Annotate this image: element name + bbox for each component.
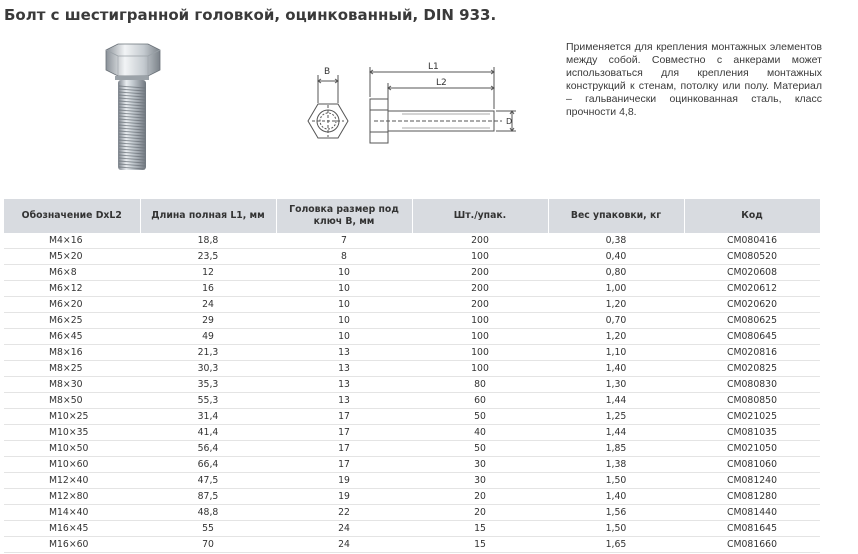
pack-weight-cell: 0,70 xyxy=(548,313,684,329)
code-cell: CM020608 xyxy=(684,265,820,281)
column-header-pack-weight: Вес упаковки, кг xyxy=(548,199,684,233)
head-size-cell: 17 xyxy=(276,409,412,425)
designation-cell: М8×30 xyxy=(4,377,140,393)
table-row xyxy=(4,345,820,361)
pcs-per-pack-cell: 15 xyxy=(412,537,548,553)
code-cell: CM020612 xyxy=(684,281,820,297)
pack-weight-cell: 1,40 xyxy=(548,361,684,377)
pack-weight-cell: 0,80 xyxy=(548,265,684,281)
pack-weight-cell: 1,20 xyxy=(548,329,684,345)
drawing-label-l1: L1 xyxy=(428,62,439,72)
table-row xyxy=(4,265,820,281)
total-length-cell: 24 xyxy=(140,297,276,313)
code-cell: CM080520 xyxy=(684,249,820,265)
head-size-cell: 17 xyxy=(276,425,412,441)
bolt-photo xyxy=(98,40,164,174)
drawing-label-b: B xyxy=(324,67,331,77)
total-length-cell: 35,3 xyxy=(140,377,276,393)
pack-weight-cell: 1,85 xyxy=(548,441,684,457)
head-size-cell: 8 xyxy=(276,249,412,265)
code-cell: CM020816 xyxy=(684,345,820,361)
table-row xyxy=(4,457,820,473)
head-size-cell: 17 xyxy=(276,441,412,457)
designation-cell: М6×12 xyxy=(4,281,140,297)
pack-weight-cell: 1,10 xyxy=(548,345,684,361)
total-length-cell: 49 xyxy=(140,329,276,345)
designation-cell: М10×25 xyxy=(4,409,140,425)
code-cell: CM080416 xyxy=(684,233,820,249)
head-size-cell: 10 xyxy=(276,265,412,281)
total-length-cell: 55 xyxy=(140,521,276,537)
code-cell: CM020825 xyxy=(684,361,820,377)
head-size-cell: 10 xyxy=(276,297,412,313)
table-row xyxy=(4,521,820,537)
code-cell: CM081660 xyxy=(684,537,820,553)
pcs-per-pack-cell: 50 xyxy=(412,441,548,457)
table-row xyxy=(4,425,820,441)
total-length-cell: 31,4 xyxy=(140,409,276,425)
designation-cell: М5×20 xyxy=(4,249,140,265)
pcs-per-pack-cell: 30 xyxy=(412,473,548,489)
table-row xyxy=(4,377,820,393)
total-length-cell: 30,3 xyxy=(140,361,276,377)
pack-weight-cell: 1,25 xyxy=(548,409,684,425)
designation-cell: М16×45 xyxy=(4,521,140,537)
code-cell: CM080830 xyxy=(684,377,820,393)
product-description: Применяется для крепления монтажных элементов между собой. Совместно с анкерами может использоваться для крепления монтажных конструкций к стенам, потолку или полу. Материал – гальванически оцинкованная сталь, класс прочности 4,8. xyxy=(566,41,822,118)
table-row xyxy=(4,409,820,425)
table-header-row xyxy=(4,199,820,233)
table-row xyxy=(4,249,820,265)
head-size-cell: 13 xyxy=(276,393,412,409)
pcs-per-pack-cell: 100 xyxy=(412,313,548,329)
code-cell: CM081035 xyxy=(684,425,820,441)
table-row xyxy=(4,537,820,553)
column-header-designation: Обозначение DxL2 xyxy=(4,199,140,233)
pack-weight-cell: 1,50 xyxy=(548,521,684,537)
head-size-cell: 10 xyxy=(276,281,412,297)
table-row xyxy=(4,329,820,345)
pack-weight-cell: 1,56 xyxy=(548,505,684,521)
drawing-label-d: D xyxy=(506,117,513,126)
total-length-cell: 41,4 xyxy=(140,425,276,441)
total-length-cell: 87,5 xyxy=(140,489,276,505)
column-header-code: Код xyxy=(684,199,820,233)
pcs-per-pack-cell: 40 xyxy=(412,425,548,441)
code-cell: CM080625 xyxy=(684,313,820,329)
designation-cell: М10×50 xyxy=(4,441,140,457)
column-header-total-length: Длина полная L1, мм xyxy=(140,199,276,233)
designation-cell: М14×40 xyxy=(4,505,140,521)
table-row xyxy=(4,505,820,521)
total-length-cell: 18,8 xyxy=(140,233,276,249)
designation-cell: М8×50 xyxy=(4,393,140,409)
head-size-cell: 19 xyxy=(276,473,412,489)
column-header-head-size: Головка размер под ключ В, мм xyxy=(276,199,412,233)
total-length-cell: 12 xyxy=(140,265,276,281)
pcs-per-pack-cell: 200 xyxy=(412,281,548,297)
code-cell: CM021050 xyxy=(684,441,820,457)
pack-weight-cell: 1,44 xyxy=(548,425,684,441)
code-cell: CM081645 xyxy=(684,521,820,537)
table-row xyxy=(4,441,820,457)
designation-cell: М8×16 xyxy=(4,345,140,361)
code-cell: CM081060 xyxy=(684,457,820,473)
pcs-per-pack-cell: 60 xyxy=(412,393,548,409)
pcs-per-pack-cell: 100 xyxy=(412,249,548,265)
code-cell: CM021025 xyxy=(684,409,820,425)
total-length-cell: 21,3 xyxy=(140,345,276,361)
code-cell: CM081440 xyxy=(684,505,820,521)
specs-table xyxy=(4,199,821,553)
total-length-cell: 16 xyxy=(140,281,276,297)
table-row xyxy=(4,473,820,489)
pack-weight-cell: 0,38 xyxy=(548,233,684,249)
pcs-per-pack-cell: 80 xyxy=(412,377,548,393)
pcs-per-pack-cell: 100 xyxy=(412,329,548,345)
pcs-per-pack-cell: 200 xyxy=(412,233,548,249)
code-cell: CM081240 xyxy=(684,473,820,489)
designation-cell: М10×60 xyxy=(4,457,140,473)
total-length-cell: 66,4 xyxy=(140,457,276,473)
pcs-per-pack-cell: 200 xyxy=(412,265,548,281)
designation-cell: М16×60 xyxy=(4,537,140,553)
total-length-cell: 23,5 xyxy=(140,249,276,265)
pcs-per-pack-cell: 100 xyxy=(412,345,548,361)
designation-cell: М6×8 xyxy=(4,265,140,281)
pack-weight-cell: 1,50 xyxy=(548,473,684,489)
pack-weight-cell: 1,30 xyxy=(548,377,684,393)
code-cell: CM081280 xyxy=(684,489,820,505)
designation-cell: М4×16 xyxy=(4,233,140,249)
designation-cell: М12×40 xyxy=(4,473,140,489)
total-length-cell: 47,5 xyxy=(140,473,276,489)
head-size-cell: 24 xyxy=(276,521,412,537)
page-title: Болт с шестигранной головкой, оцинкованный, DIN 933. xyxy=(4,6,497,24)
pcs-per-pack-cell: 20 xyxy=(412,489,548,505)
head-size-cell: 19 xyxy=(276,489,412,505)
head-size-cell: 22 xyxy=(276,505,412,521)
designation-cell: М6×20 xyxy=(4,297,140,313)
designation-cell: М6×45 xyxy=(4,329,140,345)
pack-weight-cell: 1,38 xyxy=(548,457,684,473)
head-size-cell: 13 xyxy=(276,345,412,361)
table-row xyxy=(4,313,820,329)
pack-weight-cell: 1,20 xyxy=(548,297,684,313)
pcs-per-pack-cell: 200 xyxy=(412,297,548,313)
table-row xyxy=(4,297,820,313)
head-size-cell: 10 xyxy=(276,313,412,329)
code-cell: CM020620 xyxy=(684,297,820,313)
designation-cell: М10×35 xyxy=(4,425,140,441)
total-length-cell: 56,4 xyxy=(140,441,276,457)
head-size-cell: 13 xyxy=(276,377,412,393)
table-row xyxy=(4,361,820,377)
designation-cell: М12×80 xyxy=(4,489,140,505)
table-row xyxy=(4,393,820,409)
total-length-cell: 55,3 xyxy=(140,393,276,409)
table-row xyxy=(4,233,820,249)
total-length-cell: 48,8 xyxy=(140,505,276,521)
column-header-pcs-per-pack: Шт./упак. xyxy=(412,199,548,233)
pack-weight-cell: 1,40 xyxy=(548,489,684,505)
pcs-per-pack-cell: 50 xyxy=(412,409,548,425)
drawing-label-l2: L2 xyxy=(436,78,447,88)
pcs-per-pack-cell: 20 xyxy=(412,505,548,521)
pack-weight-cell: 1,00 xyxy=(548,281,684,297)
total-length-cell: 70 xyxy=(140,537,276,553)
pcs-per-pack-cell: 30 xyxy=(412,457,548,473)
pack-weight-cell: 0,40 xyxy=(548,249,684,265)
table-row xyxy=(4,489,820,505)
code-cell: CM080850 xyxy=(684,393,820,409)
head-size-cell: 10 xyxy=(276,329,412,345)
designation-cell: М6×25 xyxy=(4,313,140,329)
pack-weight-cell: 1,65 xyxy=(548,537,684,553)
total-length-cell: 29 xyxy=(140,313,276,329)
head-size-cell: 17 xyxy=(276,457,412,473)
head-size-cell: 24 xyxy=(276,537,412,553)
table-row xyxy=(4,281,820,297)
head-size-cell: 7 xyxy=(276,233,412,249)
code-cell: CM080645 xyxy=(684,329,820,345)
pcs-per-pack-cell: 15 xyxy=(412,521,548,537)
designation-cell: М8×25 xyxy=(4,361,140,377)
bolt-drawing xyxy=(290,55,530,175)
pack-weight-cell: 1,44 xyxy=(548,393,684,409)
pcs-per-pack-cell: 100 xyxy=(412,361,548,377)
head-size-cell: 13 xyxy=(276,361,412,377)
